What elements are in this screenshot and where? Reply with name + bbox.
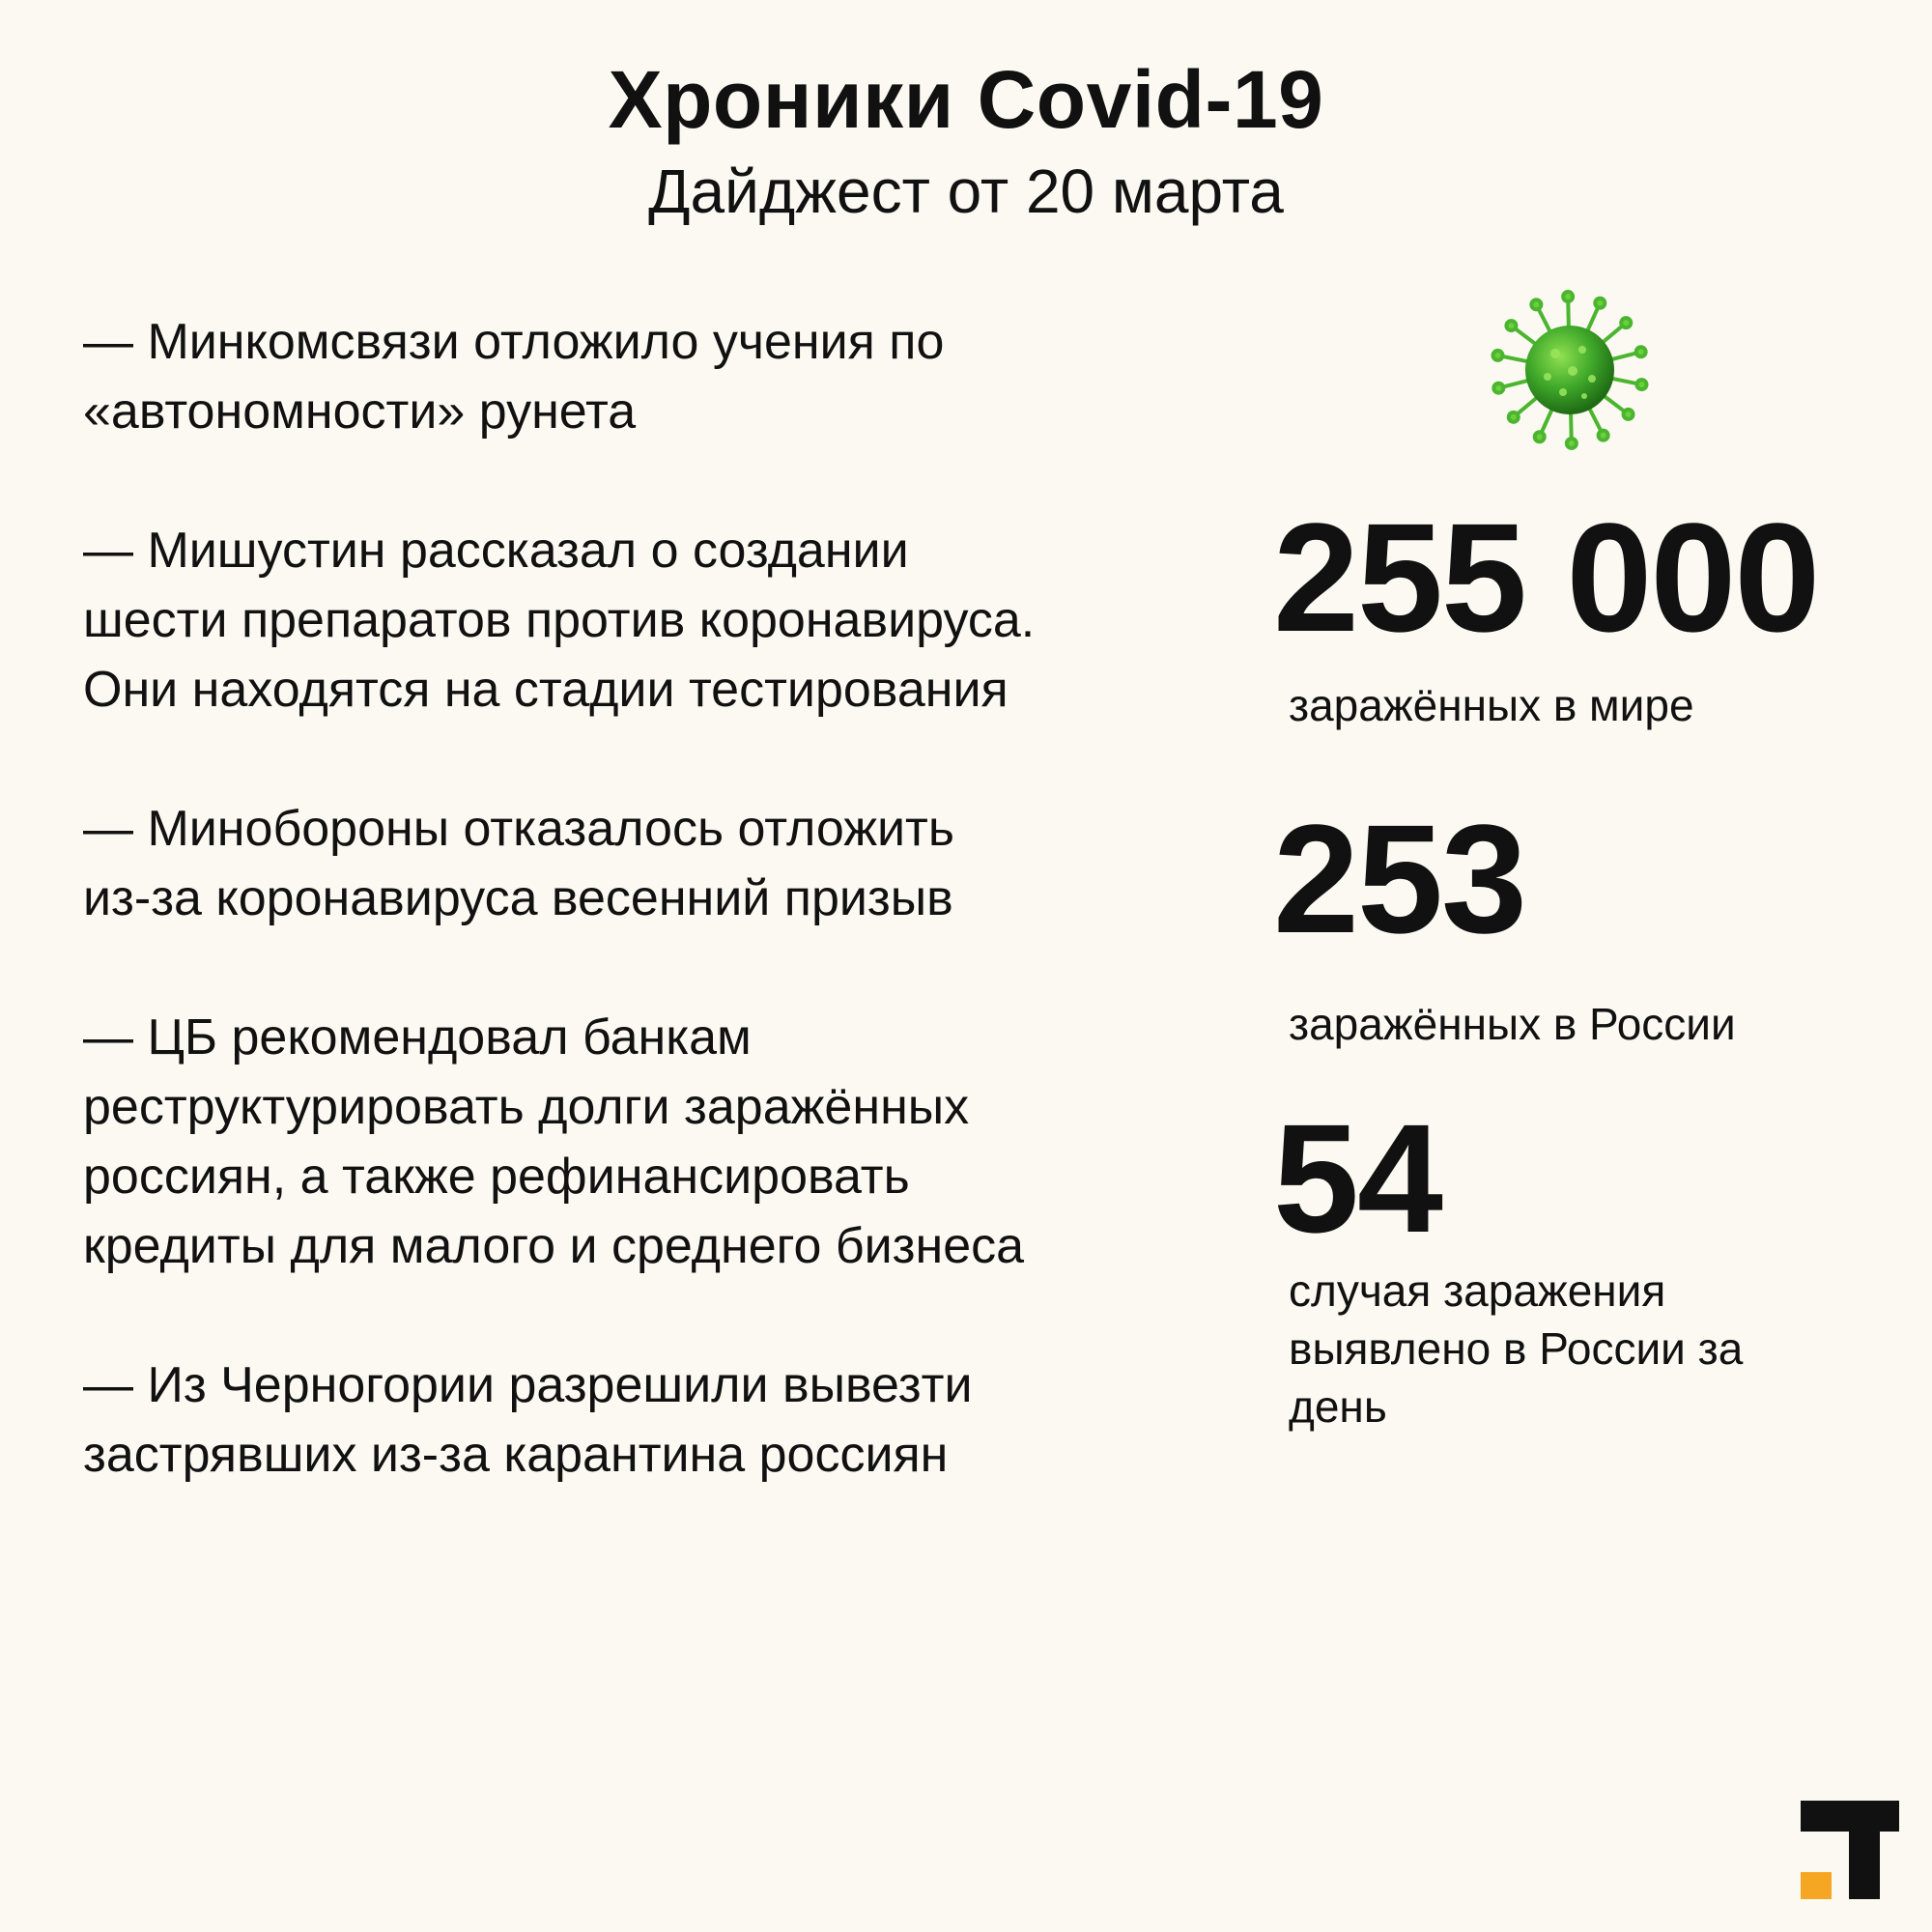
logo-accent (1801, 1872, 1832, 1899)
news-list (83, 307, 1242, 1559)
page-subtitle: Дайджест от 20 марта (648, 156, 1284, 226)
logo-stem (1849, 1801, 1880, 1899)
stat-world-value: 255 000 (1273, 491, 1819, 664)
coronavirus-icon-svg (1488, 288, 1652, 452)
stat-russia-value: 253 (1273, 792, 1525, 965)
stat-world-label: заражённых в мире (1289, 680, 1694, 730)
news-item-5: — Из Черногории разрешили вывезти застрявших из-за карантина россиян (83, 1357, 973, 1483)
news-item-2: — Мишустин рассказал о создании шести препаратов против коронавируса. Они находятся на стадии тестирования (83, 523, 1036, 718)
page-title: Хроники Covid-19 (608, 54, 1324, 145)
stat-world-infected (1273, 491, 1911, 734)
news-item-3: — Минобороны отказалось отложить из-за коронавируса весенний призыв (83, 801, 954, 926)
header (0, 46, 1932, 230)
tj-logo-icon (1801, 1801, 1899, 1899)
stat-russia-infected (1273, 792, 1911, 1053)
news-item-4: — ЦБ рекомендовал банкам реструктурировать долги заражённых россиян, а также рефинансировать кредиты для малого и среднего бизнеса (83, 1009, 1025, 1274)
coronavirus-icon (1488, 288, 1652, 452)
stat-russia-label: заражённых в России (1289, 999, 1736, 1049)
stat-day-label: случая заражения выявлено в России за день (1289, 1265, 1744, 1432)
news-item-1: — Минкомсвязи отложило учения по «автономности» рунета (83, 314, 945, 440)
stat-russia-daily (1273, 1092, 1911, 1435)
stat-day-value: 54 (1273, 1092, 1441, 1264)
